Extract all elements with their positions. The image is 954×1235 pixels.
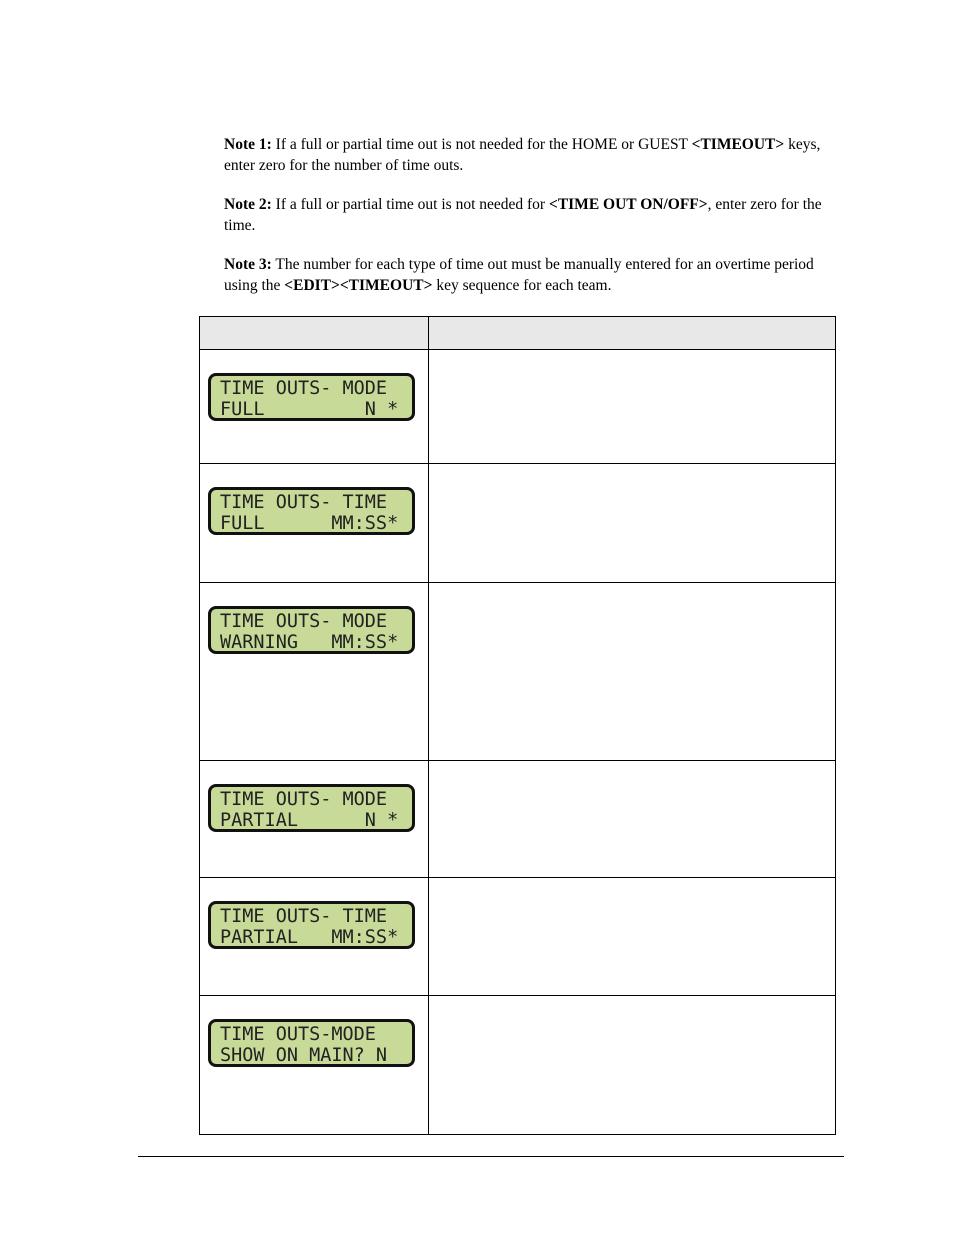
footer-divider xyxy=(138,1156,844,1157)
note-1 xyxy=(224,134,836,176)
description-cell xyxy=(429,996,836,1135)
lcd-display xyxy=(208,1019,415,1067)
note-key: <TIME OUT ON/OFF> xyxy=(548,196,708,213)
lcd-display xyxy=(208,784,415,832)
table-row xyxy=(200,464,836,583)
note-text: key sequence for each team. xyxy=(432,277,612,294)
note-2 xyxy=(224,194,836,236)
note-text: , enter zero for the time. xyxy=(224,196,822,234)
lcd-line-1: TIME OUTS- MODE xyxy=(220,611,388,632)
note-key: <EDIT><TIMEOUT> xyxy=(284,277,433,294)
table-row xyxy=(200,583,836,761)
note-text: The number for each type of time out must be manually entered for an overtime period using the xyxy=(224,256,814,294)
description-cell xyxy=(429,464,836,583)
lcd-line-2: PARTIAL N * xyxy=(220,810,399,831)
note-text: keys, enter zero for the number of time outs. xyxy=(224,136,821,174)
lcd-display xyxy=(208,901,415,949)
note-text: If a full or partial time out is not needed for the HOME or GUEST xyxy=(271,136,692,153)
notes-section xyxy=(224,134,836,314)
note-text: If a full or partial time out is not needed for xyxy=(271,196,549,213)
description-cell xyxy=(429,761,836,878)
lcd-cell xyxy=(200,464,429,583)
lcd-cell xyxy=(200,761,429,878)
description-cell xyxy=(429,878,836,996)
lcd-settings-table xyxy=(199,316,836,1135)
lcd-cell xyxy=(200,583,429,761)
header-description xyxy=(429,317,836,350)
lcd-line-1: TIME OUTS- TIME xyxy=(220,492,388,513)
header-display xyxy=(200,317,429,350)
lcd-line-2: PARTIAL MM:SS* xyxy=(220,927,399,948)
lcd-line-2: FULL N * xyxy=(220,399,399,420)
lcd-line-1: TIME OUTS- MODE xyxy=(220,378,388,399)
description-cell xyxy=(429,583,836,761)
lcd-line-1: TIME OUTS- MODE xyxy=(220,789,388,810)
table-row xyxy=(200,996,836,1135)
lcd-display xyxy=(208,487,415,535)
table-row xyxy=(200,878,836,996)
note-key: <TIMEOUT> xyxy=(691,136,785,153)
lcd-display xyxy=(208,606,415,654)
note-label: Note 1: xyxy=(224,136,272,153)
lcd-line-1: TIME OUTS-MODE xyxy=(220,1024,376,1045)
table-row xyxy=(200,761,836,878)
lcd-line-2: SHOW ON MAIN? N xyxy=(220,1045,388,1066)
table-row xyxy=(200,350,836,464)
table-header-row xyxy=(200,317,836,350)
lcd-display xyxy=(208,373,415,421)
lcd-line-1: TIME OUTS- TIME xyxy=(220,906,388,927)
lcd-line-2: FULL MM:SS* xyxy=(220,513,399,534)
description-cell xyxy=(429,350,836,464)
note-label: Note 3: xyxy=(224,256,272,273)
lcd-cell xyxy=(200,350,429,464)
note-label: Note 2: xyxy=(224,196,272,213)
lcd-line-2: WARNING MM:SS* xyxy=(220,632,399,653)
lcd-cell xyxy=(200,996,429,1135)
note-3 xyxy=(224,254,836,296)
lcd-cell xyxy=(200,878,429,996)
